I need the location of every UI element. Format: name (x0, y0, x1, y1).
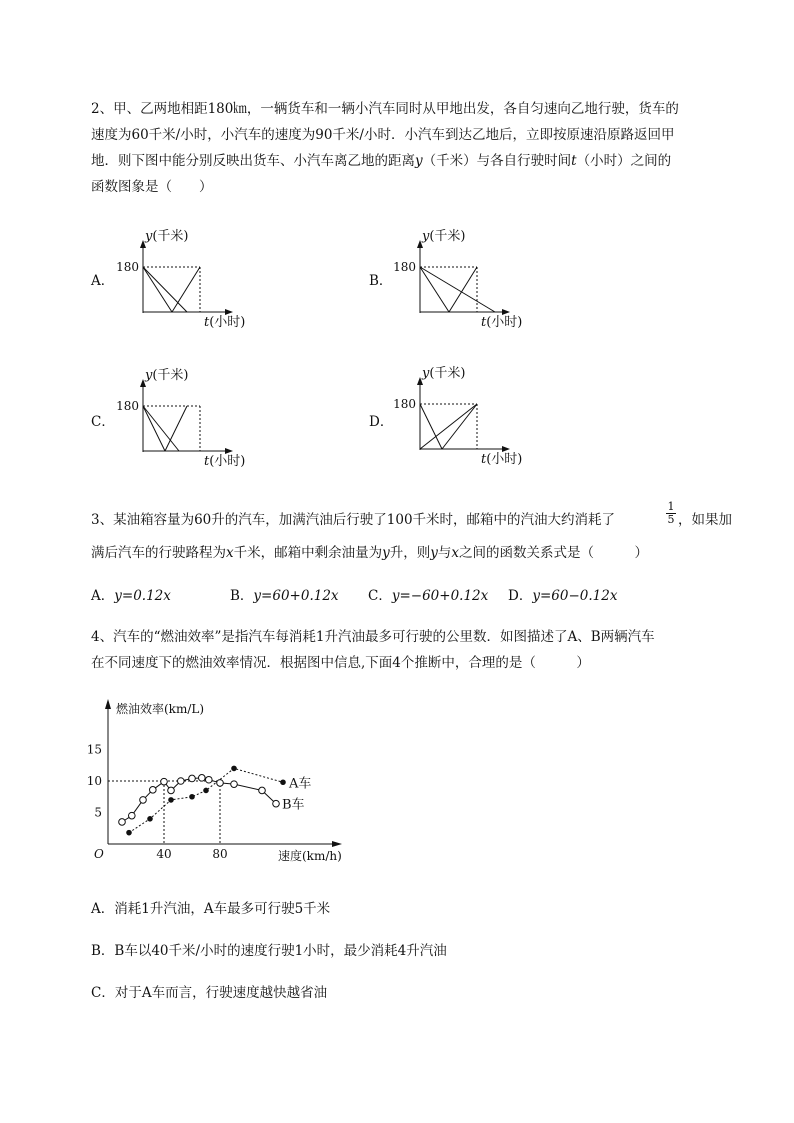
series-b-point (217, 780, 224, 787)
series-b-point (199, 775, 206, 782)
series-b-point (189, 775, 196, 782)
chart-y-arrow-icon (105, 699, 111, 709)
q4-line1: 4、汽车的“燃油效率”是指汽车每消耗1升汽油最多可行驶的公里数．如图描述了A、B两辆汽车 (91, 629, 655, 645)
q3-option-c[interactable]: C．y=−60+0.12x (368, 588, 489, 604)
series-b-point (119, 819, 126, 826)
series-label-b: B车 (282, 797, 305, 813)
y-tick-180: 180 (393, 397, 416, 411)
q3-option-a[interactable]: A．y=0.12x (91, 588, 171, 604)
q4-line2: 在不同速度下的燃油效率情况．根据图中信息,下面4个推断中，合理的是（ ） (91, 655, 590, 671)
series-a-point (148, 817, 153, 822)
chart-y-label: 燃油效率(km/L) (116, 702, 205, 716)
series-a-point (127, 830, 132, 835)
series-b-point (150, 787, 157, 794)
chart-origin-label: O (94, 847, 104, 861)
q4-option-b[interactable]: B．B车以40千米/小时的速度行驶1小时，最少消耗4升汽油 (91, 943, 447, 959)
q3-fraction: $\frac{1}{5}$ (667, 500, 675, 526)
q2-option-a-label[interactable]: A． (91, 273, 115, 289)
q2-option-b-label[interactable]: B． (369, 273, 393, 289)
q2-line1: 2、甲、乙两地相距180㎞，一辆货车和一辆小汽车同时从甲地出发，各自匀速向乙地行驶，货车的 (91, 101, 679, 117)
chart-x-label: 速度(km/h) (278, 849, 342, 863)
series-a-point (169, 798, 174, 803)
q3-line2: 满后汽车的行驶路程为x千米，邮箱中剩余油量为y升，则y与x之间的函数关系式是（ ） (91, 545, 649, 561)
series-b-point (273, 800, 280, 807)
series-b-point (206, 776, 213, 783)
q2-line3: 地．则下图中能分别反映出货车、小汽车离乙地的距离y（千米）与各自行驶时间t（小时）之间的 (91, 153, 672, 169)
q4-option-a[interactable]: A．消耗1升汽油，A车最多可行驶5千米 (91, 901, 331, 917)
chart-y-tick-5: 5 (94, 805, 102, 820)
series-b-point (140, 797, 147, 804)
q3-line1: 3、某油箱容量为60升的汽车，加满汽油后行驶了100千米时，邮箱中的汽油大约消耗了 (91, 512, 616, 528)
q4-option-c[interactable]: C．对于A车而言，行驶速度越快越省油 (91, 985, 328, 1001)
series-a-point (281, 780, 286, 785)
series-a-point (190, 794, 195, 799)
y-tick-180: 180 (116, 399, 139, 413)
q2-line4: 函数图象是（ ） (91, 179, 213, 195)
series-b-point (178, 778, 185, 785)
q2-line2: 速度为60千米/小时，小汽车的速度为90千米/小时．小汽车到达乙地后，立即按原速沿原路返回甲 (91, 127, 675, 143)
y-axis-label: y(千米) (422, 366, 466, 381)
chart-y-tick-15: 15 (86, 742, 102, 757)
y-axis-label: y(千米) (145, 368, 189, 383)
y-tick-180: 180 (116, 260, 139, 274)
series-b-point (259, 787, 266, 794)
series-b-point (231, 781, 238, 788)
series-a-point (232, 766, 237, 771)
x-axis-label: t(小时) (204, 454, 246, 469)
q2-option-d-label[interactable]: D． (369, 414, 394, 430)
x-axis-label: t(小时) (481, 452, 523, 467)
x-axis-label: t(小时) (481, 315, 523, 330)
y-tick-180: 180 (393, 260, 416, 274)
chart-y-tick-10: 10 (86, 774, 102, 788)
chart-x-arrow-icon (332, 841, 342, 847)
series-a-point (204, 788, 209, 793)
y-axis-label: y(千米) (422, 229, 466, 244)
series-b-point (129, 812, 136, 819)
q3-line1-tail: ，如果加 (678, 512, 732, 528)
y-axis-label: y(千米) (145, 229, 189, 244)
series-b-point (168, 787, 175, 794)
chart-x-tick-40: 40 (156, 847, 172, 861)
x-axis-label: t(小时) (204, 315, 246, 330)
series-b-point (161, 778, 168, 785)
chart-x-tick-80: 80 (212, 847, 228, 861)
series-label-a: A车 (289, 776, 312, 792)
q3-option-d[interactable]: D．y=60−0.12x (508, 588, 618, 604)
q2-option-c-label[interactable]: C． (91, 414, 115, 430)
q3-option-b[interactable]: B．y=60+0.12x (230, 588, 339, 604)
